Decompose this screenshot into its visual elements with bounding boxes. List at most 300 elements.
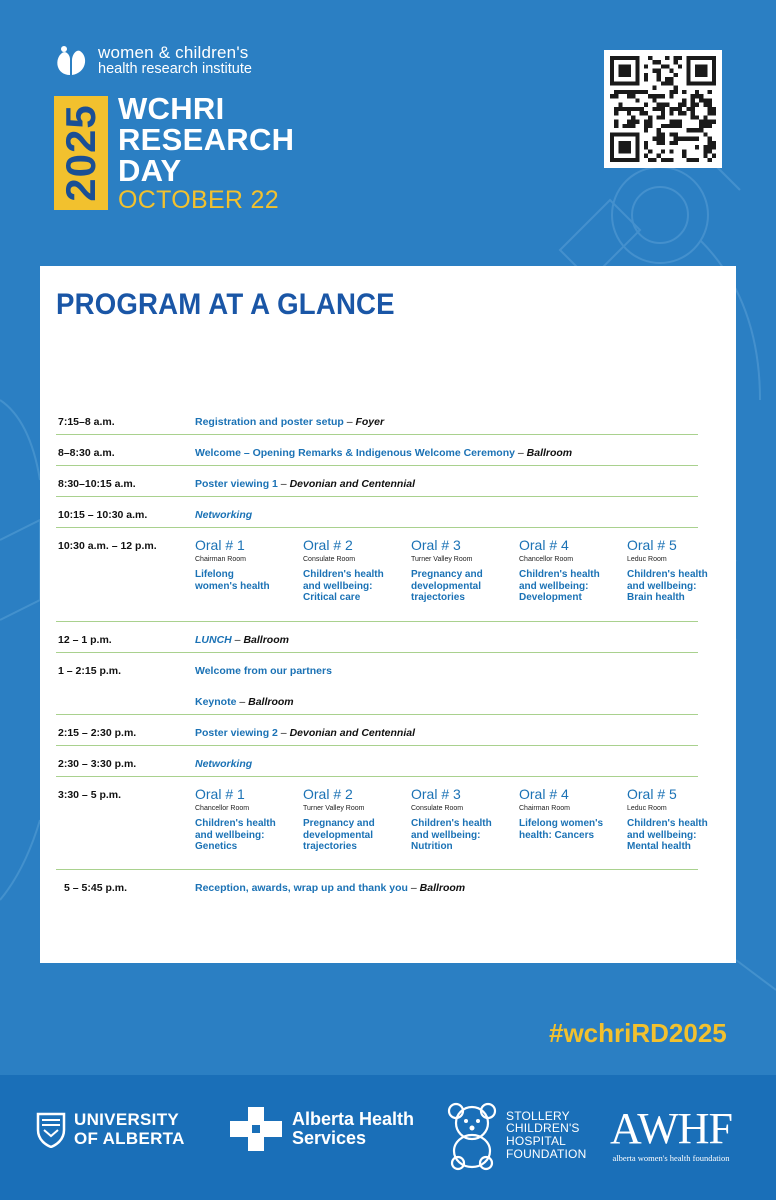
qr-module bbox=[674, 86, 678, 90]
schedule-row bbox=[56, 466, 698, 497]
row-time: 3:30 – 5 p.m. bbox=[58, 789, 122, 801]
row-time: 7:15–8 a.m. bbox=[58, 416, 115, 428]
row-time: 8:30–10:15 a.m. bbox=[58, 478, 136, 490]
qr-module bbox=[712, 64, 716, 68]
qr-module bbox=[695, 115, 699, 119]
qr-module bbox=[708, 149, 712, 153]
qr-module bbox=[635, 107, 639, 111]
qr-module bbox=[618, 69, 622, 73]
event-name: Welcome from our partners bbox=[195, 665, 332, 677]
qr-module bbox=[703, 115, 707, 119]
qr-module bbox=[657, 154, 661, 158]
crest-shield-icon bbox=[36, 1112, 66, 1148]
event-separator: – bbox=[514, 447, 527, 459]
row-event bbox=[195, 882, 465, 894]
qr-module bbox=[631, 120, 635, 124]
qr-module bbox=[627, 132, 631, 136]
qr-module bbox=[610, 94, 614, 98]
oral-label: Oral # 4 bbox=[519, 786, 569, 802]
qr-module bbox=[652, 86, 656, 90]
qr-module bbox=[682, 111, 686, 115]
oral-label: Oral # 4 bbox=[519, 537, 569, 553]
qr-module bbox=[640, 90, 644, 94]
qr-module bbox=[618, 73, 622, 77]
qr-module bbox=[695, 145, 699, 149]
qr-module bbox=[644, 128, 648, 132]
oral-topic: Pregnancy and developmental trajectories bbox=[303, 818, 375, 852]
row-event bbox=[195, 478, 415, 490]
qr-module bbox=[678, 124, 682, 128]
qr-module bbox=[686, 56, 690, 60]
program-title: PROGRAM AT A GLANCE bbox=[56, 288, 395, 321]
qr-module bbox=[631, 81, 635, 85]
qr-module bbox=[610, 154, 614, 158]
event-separator: – bbox=[407, 882, 420, 894]
row-event-secondary bbox=[195, 696, 294, 708]
qr-module bbox=[686, 137, 690, 141]
qr-module bbox=[644, 124, 648, 128]
oral-room: Chancellor Room bbox=[519, 556, 574, 563]
event-location: Ballroom bbox=[243, 634, 289, 646]
qr-module bbox=[665, 56, 669, 60]
awhf-name: alberta women's health foundation bbox=[612, 1153, 730, 1163]
qr-module bbox=[703, 69, 707, 73]
qr-module bbox=[708, 111, 712, 115]
schedule-row bbox=[56, 435, 698, 466]
qr-module bbox=[614, 90, 618, 94]
qr-module bbox=[699, 73, 703, 77]
qr-module bbox=[674, 90, 678, 94]
qr-module bbox=[686, 73, 690, 77]
qr-module bbox=[674, 141, 678, 145]
schedule-row-oral-sessions-pm bbox=[56, 777, 708, 870]
qr-module bbox=[614, 111, 618, 115]
event-title-line3: DAY bbox=[118, 153, 182, 188]
qr-module bbox=[665, 158, 669, 162]
qr-module bbox=[686, 107, 690, 111]
qr-module bbox=[661, 132, 665, 136]
qr-module bbox=[657, 77, 661, 81]
qr-module bbox=[703, 73, 707, 77]
qr-module bbox=[644, 77, 648, 81]
qr-module bbox=[644, 111, 648, 115]
qr-module bbox=[669, 141, 673, 145]
event-location: Devonian and Centennial bbox=[289, 727, 415, 739]
qr-module bbox=[661, 64, 665, 68]
oral-topic: Children's health and wellbeing: Nutrition bbox=[411, 818, 492, 852]
qr-module bbox=[618, 145, 622, 149]
qr-module bbox=[623, 64, 627, 68]
event-name: LUNCH bbox=[195, 634, 232, 646]
row-time: 8–8:30 a.m. bbox=[58, 447, 115, 459]
qr-module bbox=[682, 137, 686, 141]
qr-module bbox=[712, 73, 716, 77]
qr-module bbox=[631, 56, 635, 60]
qr-module bbox=[669, 81, 673, 85]
event-separator: – bbox=[277, 478, 290, 490]
qr-module bbox=[686, 69, 690, 73]
qr-module bbox=[665, 77, 669, 81]
schedule-row bbox=[56, 870, 698, 901]
qr-module bbox=[644, 64, 648, 68]
qr-module bbox=[708, 81, 712, 85]
qr-module bbox=[699, 94, 703, 98]
qr-module bbox=[699, 120, 703, 124]
qr-module bbox=[648, 56, 652, 60]
qr-module bbox=[614, 124, 618, 128]
qr-module bbox=[703, 56, 707, 60]
qr-module bbox=[657, 132, 661, 136]
oral-label: Oral # 2 bbox=[303, 786, 353, 802]
qr-module bbox=[682, 103, 686, 107]
qr-module bbox=[712, 56, 716, 60]
qr-module bbox=[623, 56, 627, 60]
oral-session bbox=[519, 537, 623, 604]
oral-session bbox=[627, 537, 731, 604]
qr-module bbox=[661, 103, 665, 107]
qr-module bbox=[699, 69, 703, 73]
qr-module bbox=[623, 132, 627, 136]
qr-module bbox=[691, 107, 695, 111]
qr-module bbox=[695, 128, 699, 132]
qr-module bbox=[635, 73, 639, 77]
qr-module bbox=[610, 81, 614, 85]
qr-module bbox=[691, 128, 695, 132]
qr-module bbox=[640, 111, 644, 115]
event-separator: – bbox=[343, 416, 356, 428]
qr-module bbox=[678, 107, 682, 111]
qr-module bbox=[648, 120, 652, 124]
qr-module bbox=[610, 60, 614, 64]
qr-module bbox=[712, 107, 716, 111]
event-location: Ballroom bbox=[419, 882, 466, 894]
qr-module bbox=[686, 81, 690, 85]
qr-module bbox=[691, 81, 695, 85]
qr-module bbox=[674, 60, 678, 64]
qr-module bbox=[623, 73, 627, 77]
qr-module bbox=[686, 128, 690, 132]
qr-module bbox=[623, 107, 627, 111]
row-event bbox=[195, 416, 384, 428]
qr-module bbox=[618, 158, 622, 162]
ahs-line1: Alberta Health bbox=[292, 1109, 415, 1130]
qr-module bbox=[703, 64, 707, 68]
qr-module bbox=[682, 149, 686, 153]
qr-module bbox=[648, 149, 652, 153]
qr-module bbox=[614, 132, 618, 136]
qr-module bbox=[661, 158, 665, 162]
oral-session bbox=[195, 537, 299, 592]
qr-module bbox=[708, 90, 712, 94]
qr-module bbox=[644, 154, 648, 158]
qr-module bbox=[644, 145, 648, 149]
oral-label: Oral # 1 bbox=[195, 537, 245, 553]
qr-module bbox=[674, 120, 678, 124]
cross-logo-icon bbox=[230, 1107, 282, 1151]
oral-room: Consulate Room bbox=[303, 556, 356, 563]
qr-module bbox=[635, 141, 639, 145]
qr-module bbox=[657, 141, 661, 145]
qr-module bbox=[699, 124, 703, 128]
qr-code[interactable] bbox=[604, 50, 722, 168]
event-location: Devonian and Centennial bbox=[289, 478, 415, 490]
qr-module bbox=[695, 158, 699, 162]
teddy-bear-icon bbox=[444, 1099, 502, 1171]
qr-module bbox=[708, 124, 712, 128]
qr-module bbox=[627, 69, 631, 73]
oral-label: Oral # 1 bbox=[195, 786, 245, 802]
qr-module bbox=[695, 94, 699, 98]
qr-module bbox=[648, 124, 652, 128]
qr-module bbox=[703, 154, 707, 158]
qr-module bbox=[657, 73, 661, 77]
qr-module bbox=[661, 149, 665, 153]
event-title bbox=[118, 93, 294, 186]
year-badge bbox=[54, 96, 108, 210]
qr-module bbox=[631, 107, 635, 111]
qr-module bbox=[610, 158, 614, 162]
qr-module bbox=[708, 103, 712, 107]
qr-module bbox=[631, 94, 635, 98]
oral-session bbox=[303, 537, 407, 604]
program-card bbox=[40, 266, 736, 963]
qr-module bbox=[661, 107, 665, 111]
qr-module bbox=[703, 98, 707, 102]
qr-module bbox=[703, 103, 707, 107]
event-name: Poster viewing 2 bbox=[195, 727, 278, 739]
qr-module bbox=[661, 137, 665, 141]
oral-room: Chairman Room bbox=[195, 556, 246, 563]
qr-module bbox=[631, 158, 635, 162]
qr-module bbox=[703, 145, 707, 149]
qr-module bbox=[674, 137, 678, 141]
qr-module bbox=[669, 149, 673, 153]
qr-module bbox=[623, 81, 627, 85]
qr-module bbox=[640, 107, 644, 111]
qr-module bbox=[631, 124, 635, 128]
event-separator: – bbox=[277, 727, 290, 739]
oral-label: Oral # 5 bbox=[627, 537, 677, 553]
qr-module bbox=[657, 94, 661, 98]
qr-module bbox=[614, 81, 618, 85]
qr-module bbox=[703, 149, 707, 153]
qr-module bbox=[712, 145, 716, 149]
oral-topic: Children's health and wellbeing: Mental health bbox=[627, 818, 708, 852]
oral-topic: Children's health and wellbeing: Genetics bbox=[195, 818, 276, 852]
qr-module bbox=[712, 154, 716, 158]
event-date: OCTOBER 22 bbox=[118, 186, 279, 214]
schedule-row bbox=[56, 653, 698, 715]
qr-module bbox=[614, 56, 618, 60]
qr-module bbox=[674, 56, 678, 60]
qr-module bbox=[691, 103, 695, 107]
event-name: Welcome – Opening Remarks & Indigenous Welcome Ceremony bbox=[195, 447, 515, 459]
qr-module bbox=[623, 90, 627, 94]
row-event bbox=[195, 727, 415, 739]
qr-module bbox=[644, 103, 648, 107]
qr-module bbox=[674, 73, 678, 77]
qr-module bbox=[648, 115, 652, 119]
qr-module bbox=[631, 90, 635, 94]
awhf-logo bbox=[610, 1104, 733, 1163]
qr-module bbox=[610, 73, 614, 77]
qr-module bbox=[610, 145, 614, 149]
oral-session bbox=[411, 537, 515, 604]
oral-label: Oral # 3 bbox=[411, 786, 461, 802]
qr-module bbox=[712, 120, 716, 124]
qr-module bbox=[695, 64, 699, 68]
qr-module bbox=[652, 69, 656, 73]
qr-module bbox=[627, 158, 631, 162]
schedule-row-oral-sessions-am bbox=[56, 528, 708, 622]
oral-room: Turner Valley Room bbox=[303, 805, 365, 812]
qr-module bbox=[635, 81, 639, 85]
qr-module bbox=[708, 98, 712, 102]
oral-topic: Children's health and wellbeing: Critical care bbox=[303, 569, 384, 603]
qr-module bbox=[657, 107, 661, 111]
schedule-table bbox=[56, 404, 708, 901]
qr-module bbox=[661, 124, 665, 128]
event-title-line1: WCHRI bbox=[118, 91, 225, 126]
qr-module bbox=[644, 141, 648, 145]
qr-module bbox=[627, 107, 631, 111]
oral-session bbox=[411, 786, 515, 853]
qr-module bbox=[610, 56, 614, 60]
event-name: Poster viewing 1 bbox=[195, 478, 278, 490]
oral-session bbox=[627, 786, 731, 853]
qr-module bbox=[708, 158, 712, 162]
qr-module bbox=[669, 69, 673, 73]
qr-module bbox=[699, 56, 703, 60]
alberta-health-services-logo bbox=[230, 1107, 414, 1151]
qr-module bbox=[669, 90, 673, 94]
qr-module bbox=[703, 120, 707, 124]
schedule-row bbox=[56, 622, 698, 653]
qr-module bbox=[708, 120, 712, 124]
qr-module bbox=[635, 132, 639, 136]
row-time: 2:30 – 3:30 p.m. bbox=[58, 758, 137, 770]
qr-module bbox=[631, 115, 635, 119]
qr-module bbox=[635, 64, 639, 68]
qr-module bbox=[610, 141, 614, 145]
oral-label: Oral # 5 bbox=[627, 786, 677, 802]
row-time: 1 – 2:15 p.m. bbox=[58, 665, 122, 677]
qr-module bbox=[627, 149, 631, 153]
qr-module bbox=[657, 103, 661, 107]
qr-module bbox=[657, 115, 661, 119]
event-name: Networking bbox=[195, 758, 253, 770]
qr-module bbox=[635, 90, 639, 94]
qr-module bbox=[631, 132, 635, 136]
qr-module bbox=[657, 128, 661, 132]
qr-module bbox=[635, 120, 639, 124]
qr-module bbox=[618, 103, 622, 107]
event-location: Ballroom bbox=[248, 696, 294, 708]
qr-module bbox=[691, 98, 695, 102]
qr-module bbox=[665, 103, 669, 107]
qr-module bbox=[708, 141, 712, 145]
qr-module bbox=[635, 98, 639, 102]
oral-topic: Children's health and wellbeing: Development bbox=[519, 569, 600, 603]
row-time: 10:15 – 10:30 a.m. bbox=[58, 509, 148, 521]
university-of-alberta-logo bbox=[36, 1111, 185, 1148]
ahs-line2: Services bbox=[292, 1128, 367, 1148]
qr-module bbox=[674, 124, 678, 128]
qr-module bbox=[627, 73, 631, 77]
qr-module bbox=[652, 158, 656, 162]
qr-module bbox=[712, 111, 716, 115]
row-time: 2:15 – 2:30 p.m. bbox=[58, 727, 137, 739]
qr-module bbox=[708, 107, 712, 111]
qr-module bbox=[648, 94, 652, 98]
stollery-line3: HOSPITAL bbox=[506, 1134, 567, 1148]
qr-module bbox=[652, 107, 656, 111]
row-time: 5 – 5:45 p.m. bbox=[64, 882, 128, 894]
oral-topic: Children's health and wellbeing: Brain health bbox=[627, 569, 708, 603]
qr-module bbox=[623, 69, 627, 73]
stollery-line4: FOUNDATION bbox=[506, 1146, 587, 1161]
qr-module bbox=[623, 158, 627, 162]
schedule-row bbox=[56, 746, 698, 777]
qr-module bbox=[686, 158, 690, 162]
qr-module bbox=[657, 137, 661, 141]
stollery-line1: STOLLERY bbox=[506, 1108, 570, 1123]
qr-module bbox=[661, 94, 665, 98]
ua-line2: OF ALBERTA bbox=[74, 1128, 185, 1148]
event-name: Registration and poster setup bbox=[195, 416, 344, 428]
qr-module bbox=[657, 60, 661, 64]
schedule-row bbox=[56, 497, 698, 528]
qr-module bbox=[614, 120, 618, 124]
org-name-line1: women & children's bbox=[98, 43, 249, 62]
qr-module bbox=[691, 158, 695, 162]
oral-topic: Pregnancy and developmental trajectories bbox=[411, 569, 483, 603]
qr-module bbox=[635, 154, 639, 158]
qr-module bbox=[610, 149, 614, 153]
org-name-line2: health research institute bbox=[98, 60, 252, 77]
qr-module bbox=[712, 69, 716, 73]
schedule-row bbox=[56, 715, 698, 746]
qr-module bbox=[627, 90, 631, 94]
qr-module bbox=[614, 158, 618, 162]
event-name: Reception, awards, wrap up and thank you bbox=[195, 882, 408, 894]
qr-module bbox=[665, 124, 669, 128]
qr-module bbox=[627, 81, 631, 85]
qr-module bbox=[699, 128, 703, 132]
qr-module bbox=[635, 149, 639, 153]
qr-module bbox=[691, 137, 695, 141]
qr-module bbox=[610, 69, 614, 73]
oral-session bbox=[195, 786, 299, 853]
qr-module bbox=[669, 111, 673, 115]
qr-module bbox=[627, 64, 631, 68]
qr-module bbox=[644, 120, 648, 124]
event-name: Keynote bbox=[195, 696, 237, 708]
oral-room: Consulate Room bbox=[411, 805, 464, 812]
qr-module bbox=[627, 141, 631, 145]
qr-module bbox=[712, 60, 716, 64]
qr-module bbox=[635, 69, 639, 73]
qr-module bbox=[644, 73, 648, 77]
qr-module bbox=[708, 145, 712, 149]
year-label: 2025 bbox=[57, 104, 104, 202]
schedule-row bbox=[56, 404, 698, 435]
qr-module bbox=[691, 56, 695, 60]
oral-session bbox=[519, 786, 623, 841]
qr-module bbox=[635, 158, 639, 162]
qr-module bbox=[691, 94, 695, 98]
qr-module bbox=[665, 64, 669, 68]
